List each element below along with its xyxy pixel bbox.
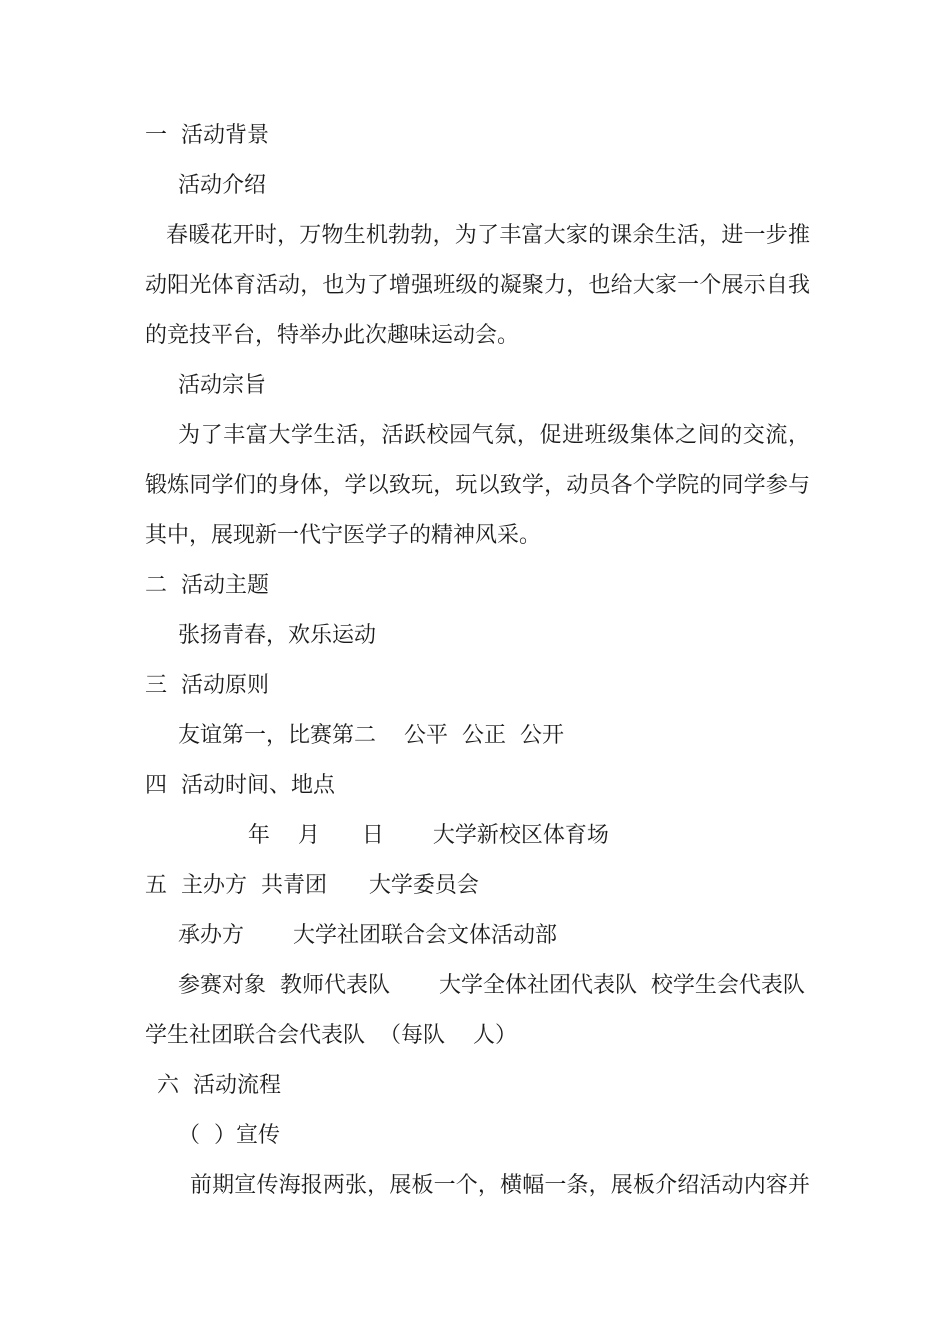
paragraph-line: 的竞技平台，特举办此次趣味运动会。 [145,323,520,348]
paragraph-line: 承办方 大学社团联合会文体活动部 [178,923,557,948]
heading-activity-process: 六 活动流程 [157,1073,281,1098]
paragraph-line: 友谊第一，比赛第二 公平 公正 公开 [178,723,564,748]
paragraph-line: 锻炼同学们的身体，学以致玩，玩以致学，动员各个学院的同学参与 [145,473,810,498]
heading-organizer: 五 主办方 共青团 大学委员会 [145,873,479,898]
subheading-publicity: （ ）宣传 [178,1123,280,1148]
paragraph-line: 前期宣传海报两张，展板一个，横幅一条，展板介绍活动内容并 [190,1173,810,1198]
heading-time-location: 四 活动时间、地点 [145,773,335,798]
paragraph-line: 其中，展现新一代宁医学子的精神风采。 [145,523,542,548]
paragraph-line: 参赛对象 教师代表队 大学全体社团代表队 校学生会代表队 [178,973,805,998]
paragraph-line: 春暖花开时，万物生机勃勃，为了丰富大家的课余生活，进一步推 [166,223,810,248]
paragraph-line: 张扬青春，欢乐运动 [178,623,377,648]
subheading-activity-intro: 活动介绍 [178,173,267,198]
paragraph-line: 学生社团联合会代表队 （每队 人） [145,1023,517,1048]
subheading-activity-purpose: 活动宗旨 [178,373,267,398]
paragraph-line: 为了丰富大学生活，活跃校园气氛，促进班级集体之间的交流， [178,423,810,448]
paragraph-line: 年 月 日 大学新校区体育场 [178,823,609,848]
heading-activity-theme: 二 活动主题 [145,573,269,598]
paragraph-line: 动阳光体育活动，也为了增强班级的凝聚力，也给大家一个展示自我 [145,273,810,298]
heading-activity-principle: 三 活动原则 [145,673,269,698]
heading-activity-background: 一 活动背景 [145,123,269,148]
